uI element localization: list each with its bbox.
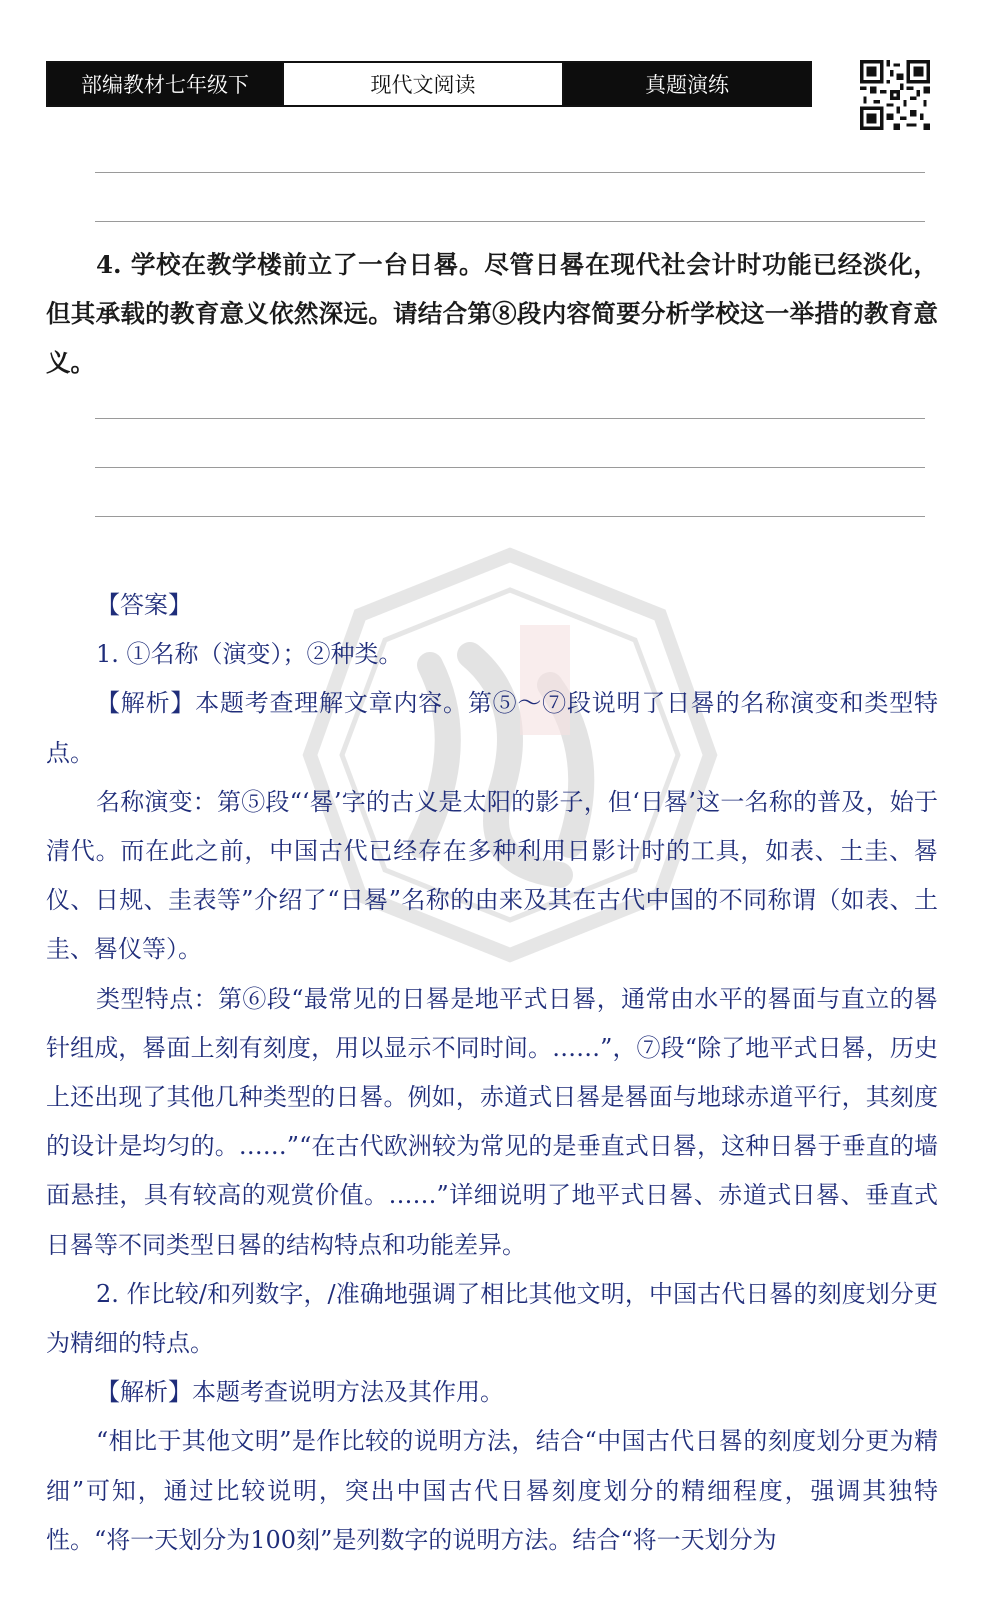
answer-paragraph: 1. ①名称（演变）；②种类。	[96, 640, 403, 669]
answer-paragraph: “相比于其他文明”是作比较的说明方法，结合“中国古代日晷的刻度划分更为精细”可知，通过比较说明，突出中国古代日晷刻度划分的精细程度，强调其独特性。“将一天划分为100刻”是列数字的说明方法。结合“将一天划分为	[46, 1427, 938, 1554]
answer-section	[46, 581, 938, 1565]
answer-line	[95, 467, 925, 468]
answer-line	[95, 516, 925, 517]
header-grade-label: 部编教材七年级下	[48, 63, 282, 105]
answer-paragraph: 【解析】本题考查理解文章内容。第⑤～⑦段说明了日晷的名称演变和类型特点。	[46, 689, 938, 767]
answer-line	[95, 172, 925, 173]
answer-paragraph: 2. 作比较/和列数字，/准确地强调了相比其他文明，中国古代日晷的刻度划分更为精细的特点。	[46, 1279, 938, 1358]
answer-heading: 【答案】	[96, 591, 192, 619]
answer-line	[95, 418, 925, 419]
answer-line	[95, 221, 925, 222]
answer-paragraph: 类型特点：第⑥段“最常见的日晷是地平式日晷，通常由水平的晷面与直立的晷针组成，晷面上刻有刻度，用以显示不同时间。……”，⑦段“除了地平式日晷，历史上还出现了其他几种类型的日晷。例如，赤道式日晷是晷面与地球赤道平行，其刻度的设计是均匀的。……”“在古代欧洲较为常见的是垂直式日晷，这种日晷于垂直的墙面悬挂，具有较高的观赏价值。……”详细说明了地平式日晷、赤道式日晷、垂直式日晷等不同类型日晷的结构特点和功能差异。	[46, 984, 938, 1259]
answer-paragraph: 名称演变：第⑤段“‘晷’字的古义是太阳的影子，但‘日晷’这一名称的普及，始于清代。而在此之前，中国古代已经存在多种利用日影计时的工具，如表、土圭、晷仪、日规、圭表等”介绍了“日晷”名称的由来及其在古代中国的不同称谓（如表、土圭、晷仪等）。	[46, 787, 938, 964]
header-bar	[46, 61, 812, 107]
header-section-label: 现代文阅读	[282, 63, 564, 105]
question-4: 4. 学校在教学楼前立了一台日晷。尽管日晷在现代社会计时功能已经淡化，但其承载的教育意义依然深远。请结合第⑧段内容简要分析学校这一举措的教育意义。	[46, 250, 938, 377]
answer-paragraph: 【解析】本题考查说明方法及其作用。	[96, 1378, 504, 1407]
qr-code-icon[interactable]	[860, 60, 930, 130]
header-practice-label: 真题演练	[564, 63, 810, 105]
